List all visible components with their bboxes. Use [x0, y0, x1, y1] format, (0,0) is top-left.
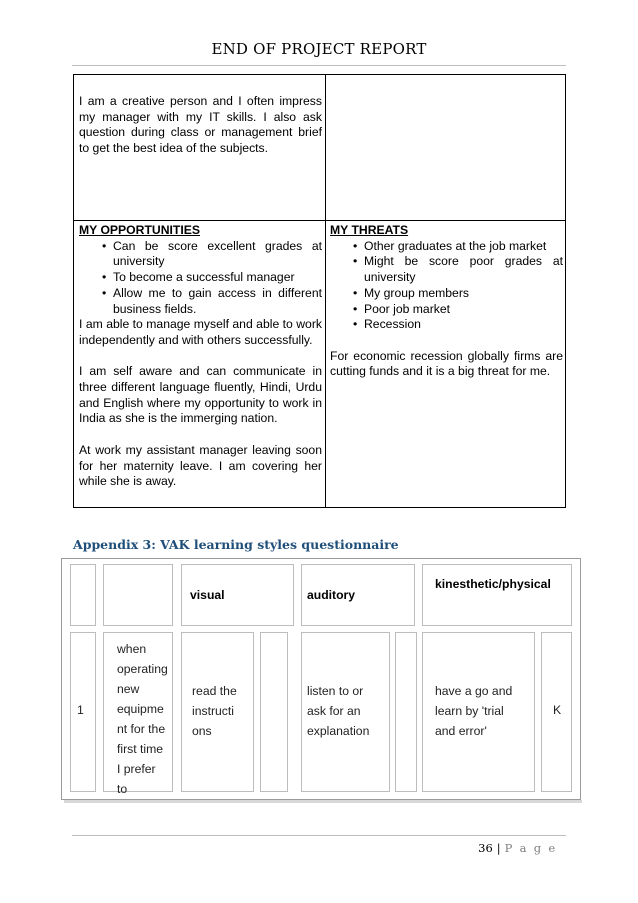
kinesthetic-answer: have a go and learn by 'trial and error' — [435, 684, 513, 738]
swot-table — [73, 74, 566, 508]
threats-paragraph: For economic recession globally firms are cutting funds and it is a big threat for me. — [330, 348, 563, 379]
column-divider — [325, 75, 326, 507]
threats-cell — [330, 223, 563, 380]
kinesthetic-answer-cell — [422, 632, 535, 792]
strength-cell: I am a creative person and I often impress my manager with my IT skills. I also ask question during class or management brief to get the best idea of the subjects. — [79, 94, 322, 156]
page-label: P a g e — [504, 841, 557, 855]
auditory-answer-cell — [301, 632, 390, 792]
list-item: • To become a successful manager — [113, 270, 322, 286]
table-shadow — [64, 800, 582, 803]
visual-answer-cell — [181, 632, 254, 792]
list-item: • Other graduates at the job market — [364, 239, 563, 255]
header-cell-visual — [181, 564, 294, 626]
row-number-cell — [70, 632, 96, 792]
opportunities-list — [79, 239, 322, 318]
auditory-check-cell — [395, 632, 417, 792]
list-item: • Allow me to gain access in different business fields. — [113, 286, 322, 317]
opportunity-paragraph: I am self aware and can communicate in three different language fluently, Hindi, Urdu and English where my opportunity to work in India as she is the immerging nation. — [79, 364, 322, 426]
opportunities-title: MY OPPORTUNITIES — [79, 223, 200, 237]
auditory-answer: listen to or ask for an explanation — [307, 684, 370, 738]
auditory-header: auditory — [307, 588, 356, 602]
visual-answer: read the instructi ons — [192, 684, 237, 738]
header-cell-blank — [103, 564, 173, 626]
page-header: END OF PROJECT REPORT — [211, 40, 427, 58]
appendix-heading: Appendix 3: VAK learning styles questionnaire — [73, 537, 399, 552]
threats-title: MY THREATS — [330, 223, 409, 237]
opportunity-paragraph: I am able to manage myself and able to work independently and with others successfully. — [79, 317, 322, 347]
vak-table — [61, 558, 581, 800]
page-number-value: 36 — [478, 841, 493, 855]
footer-divider — [72, 835, 566, 836]
row-divider — [74, 220, 565, 221]
list-item: • Can be score excellent grades at university — [113, 239, 322, 270]
list-item: • Recession — [364, 317, 563, 333]
opportunities-cell — [79, 223, 322, 490]
list-item: • Might be score poor grades at university — [364, 254, 563, 285]
question-text: when operating new equipme nt for the first time I prefer to — [117, 642, 168, 796]
style-code: K — [553, 703, 562, 717]
header-cell-auditory — [301, 564, 415, 626]
visual-check-cell — [260, 632, 288, 792]
header-cell-blank — [70, 564, 96, 626]
header-cell-kinesthetic — [422, 564, 572, 626]
kinesthetic-header: kinesthetic/physical — [435, 577, 551, 591]
page-number — [478, 841, 557, 855]
style-code-cell — [541, 632, 572, 792]
threats-list — [330, 239, 563, 333]
list-item: • My group members — [364, 286, 563, 302]
row-number: 1 — [77, 703, 84, 717]
list-item: • Poor job market — [364, 302, 563, 318]
page-separator: | — [496, 841, 501, 855]
header-divider — [72, 65, 566, 66]
visual-header: visual — [190, 588, 225, 602]
question-cell — [103, 632, 173, 796]
opportunity-paragraph: At work my assistant manager leaving soon for her maternity leave. I am covering her while she is away. — [79, 442, 322, 489]
